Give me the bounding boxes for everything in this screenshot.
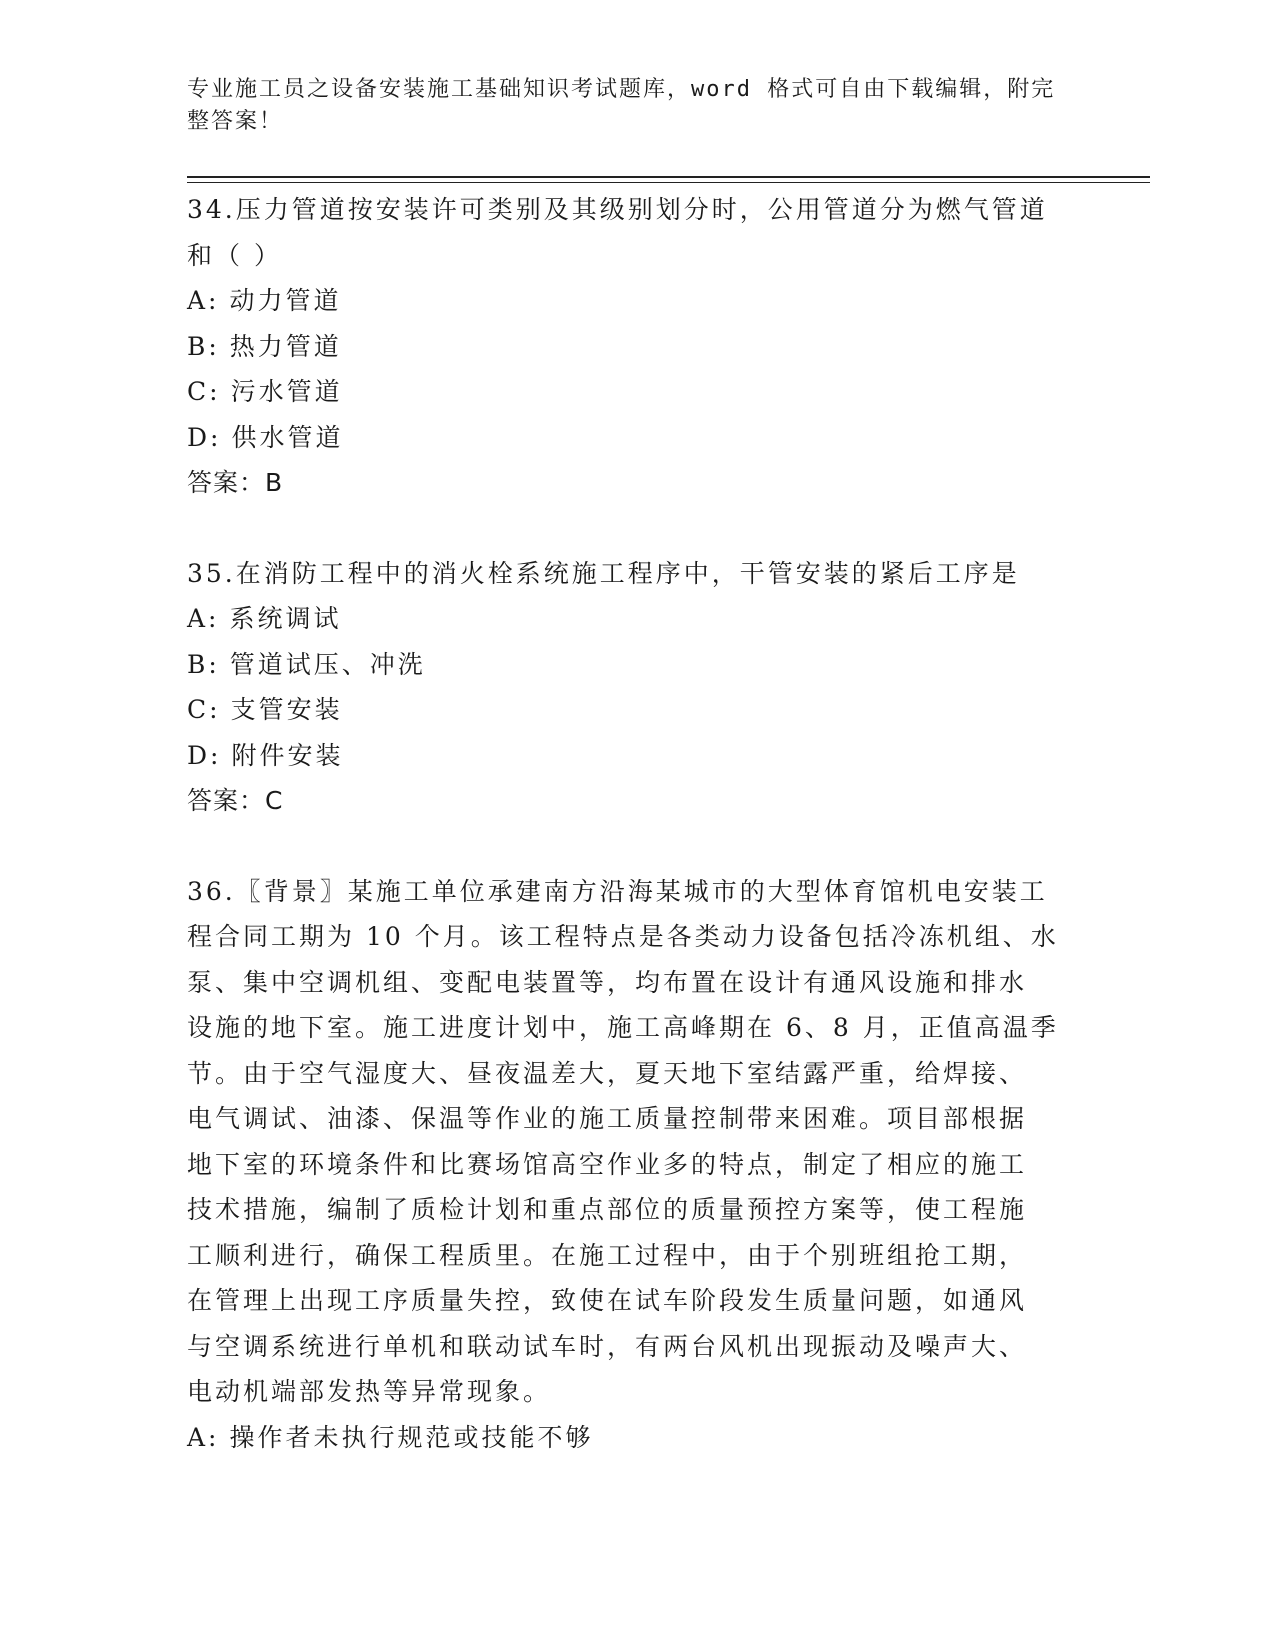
- option-c: [187, 369, 1077, 415]
- option-d: [187, 415, 1077, 461]
- option-label: D:: [187, 422, 222, 452]
- document-header: [187, 74, 1067, 138]
- question-stem-line: 在管理上出现工序质量失控，致使在试车阶段发生质量问题，如通风: [187, 1286, 1028, 1315]
- answer-line: 答案：B: [187, 468, 284, 497]
- question-34: [187, 187, 1077, 506]
- question-35: [187, 551, 1077, 824]
- option-a: [187, 1415, 1077, 1461]
- question-stem-line: 程合同工期为 10 个月。该工程特点是各类动力设备包括冷冻机组、水: [187, 922, 1059, 951]
- question-36: [187, 869, 1077, 1461]
- option-text: 热力管道: [229, 331, 342, 361]
- option-text: 动力管道: [229, 286, 342, 315]
- option-b: [187, 324, 1077, 370]
- option-text: 供水管道: [231, 422, 344, 452]
- question-stem-line: 34.压力管道按安装许可类别及其级别划分时，公用管道分为燃气管道: [187, 195, 1048, 224]
- option-label: A:: [187, 604, 220, 633]
- question-stem-line: 泵、集中空调机组、变配电装置等，均布置在设计有通风设施和排水: [187, 967, 1028, 997]
- option-c: [187, 687, 1077, 733]
- answer-line: 答案：C: [187, 786, 284, 815]
- header-line-2: 整答案！: [187, 109, 284, 134]
- option-a: [187, 278, 1077, 324]
- option-text: 支管安装: [230, 695, 343, 724]
- header-divider-thin: [187, 182, 1150, 183]
- question-stem-line: 35.在消防工程中的消火栓系统施工程序中，干管安装的紧后工序是: [187, 558, 1020, 588]
- question-stem-line: 电气调试、油漆、保温等作业的施工质量控制带来困难。项目部根据: [187, 1104, 1028, 1133]
- option-text: 系统调试: [229, 604, 342, 633]
- header-divider-thick: [187, 176, 1150, 178]
- option-label: B:: [187, 331, 220, 361]
- option-label: B:: [187, 649, 220, 679]
- option-b: [187, 642, 1077, 688]
- question-stem-line: 技术措施，编制了质检计划和重点部位的质量预控方案等，使工程施: [187, 1195, 1028, 1224]
- question-stem-line: 与空调系统进行单机和联动试车时，有两台风机出现振动及噪声大、: [187, 1331, 1028, 1361]
- option-text: 操作者未执行规范或技能不够: [229, 1422, 594, 1452]
- question-stem-line: 和（ ）: [187, 240, 282, 270]
- option-label: D:: [187, 740, 222, 770]
- question-stem-line: 节。由于空气湿度大、昼夜温差大，夏天地下室结露严重，给焊接、: [187, 1058, 1028, 1088]
- option-label: C:: [187, 695, 221, 724]
- question-stem-line: 电动机端部发热等异常现象。: [187, 1377, 552, 1406]
- header-line-1: 专业施工员之设备安装施工基础知识考试题库，word 格式可自由下载编辑，附完: [187, 77, 1056, 102]
- question-stem-line: 地下室的环境条件和比赛场馆高空作业多的特点，制定了相应的施工: [187, 1149, 1028, 1179]
- option-text: 管道试压、冲洗: [229, 649, 426, 679]
- question-stem-line: 设施的地下室。施工进度计划中，施工高峰期在 6、8 月，正值高温季: [187, 1013, 1059, 1042]
- question-stem-line: 工顺利进行，确保工程质里。在施工过程中，由于个别班组抢工期，: [187, 1240, 1028, 1270]
- option-label: C:: [187, 377, 221, 406]
- question-spacer: [187, 824, 1077, 869]
- option-label: A:: [187, 1422, 220, 1452]
- question-list: [187, 187, 1077, 1460]
- option-d: [187, 733, 1077, 779]
- option-text: 污水管道: [230, 377, 343, 406]
- option-a: [187, 596, 1077, 642]
- option-text: 附件安装: [231, 740, 344, 770]
- question-spacer: [187, 506, 1077, 551]
- option-label: A:: [187, 286, 220, 315]
- question-stem-line: 36.〖背景〗某施工单位承建南方沿海某城市的大型体育馆机电安装工: [187, 876, 1048, 906]
